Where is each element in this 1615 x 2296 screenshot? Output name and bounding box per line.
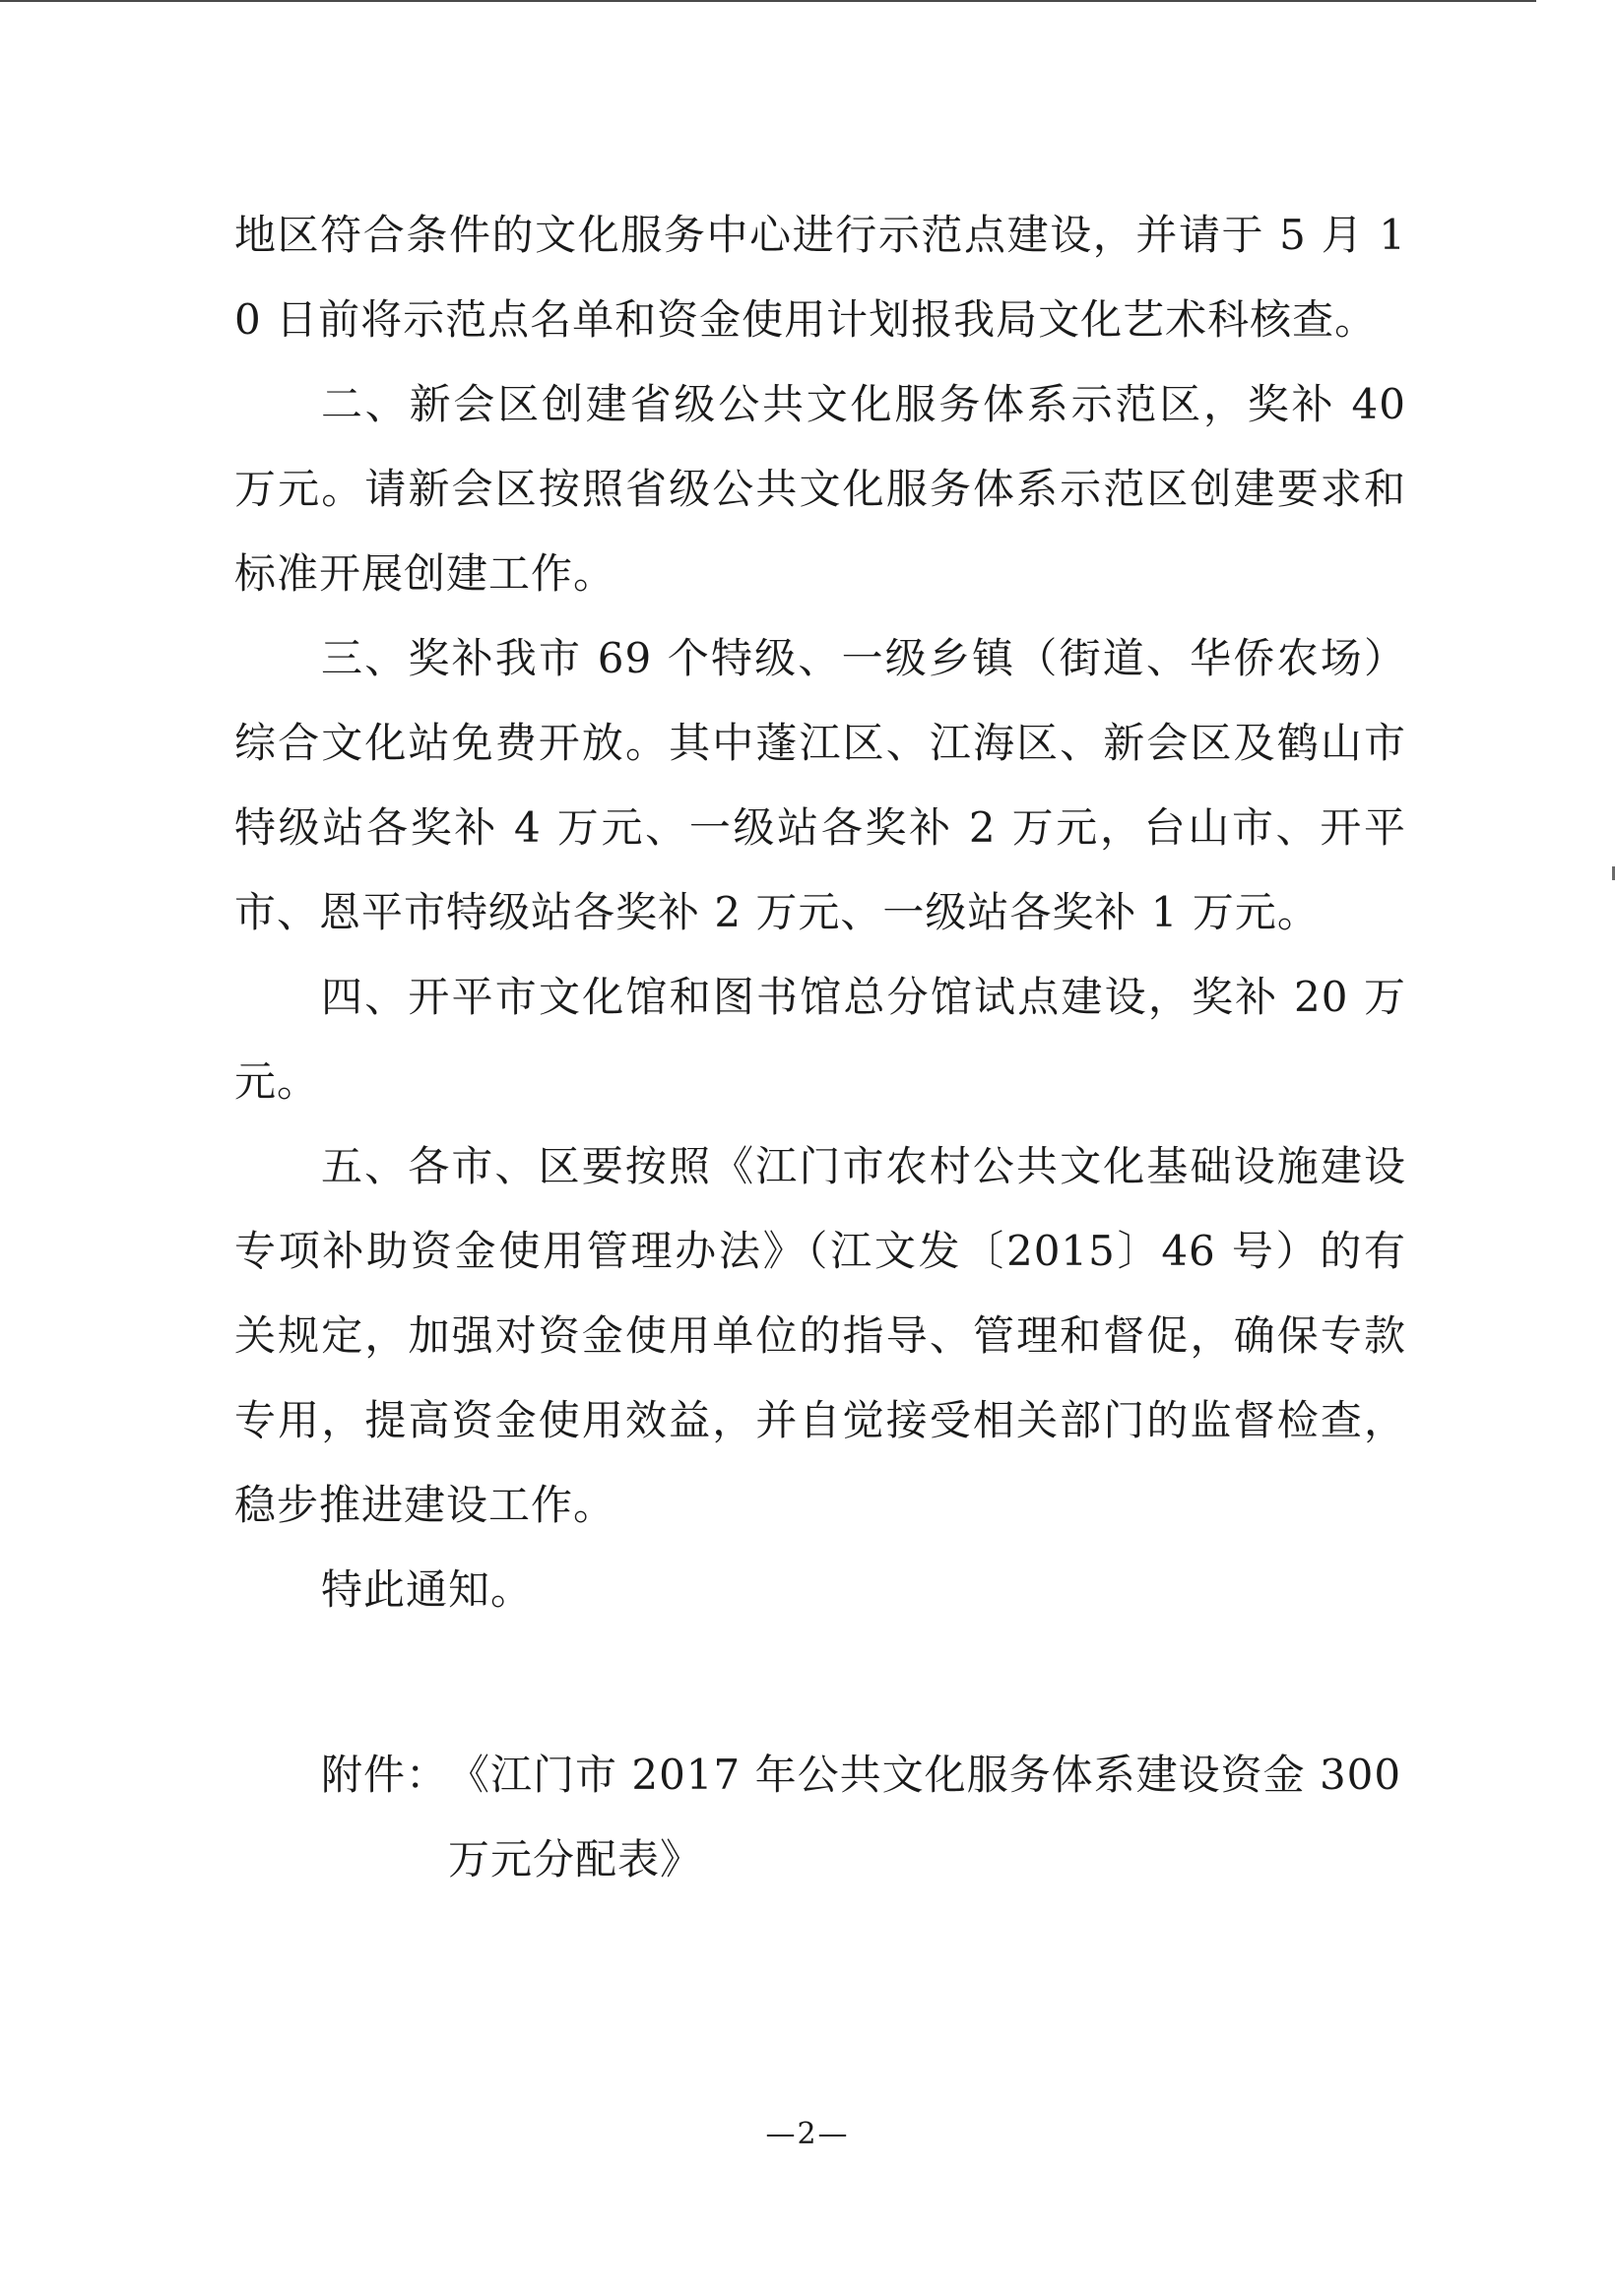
scan-top-rule [0, 0, 1536, 2]
attachment-row [321, 1733, 1414, 1902]
paragraph-item-five: 五、各市、区要按照《江门市农村公共文化基础设施建设专项补助资金使用管理办法》（江文发〔2015〕46 号）的有关规定，加强对资金使用单位的指导、管理和督促，确保专款专用，提高资金使用效益，并自觉接受相关部门的监督检查，稳步推进建设工作。 [234, 1142, 1406, 1529]
page-number: —2— [765, 2117, 850, 2151]
attachment-title: 《江门市 2017 年公共文化服务体系建设资金 300 万元分配表》 [448, 1751, 1402, 1883]
paragraph-item-three: 三、奖补我市 69 个特级、一级乡镇（街道、华侨农场）综合文化站免费开放。其中蓬江区、江海区、新会区及鹤山市特级站各奖补 4 万元、一级站各奖补 2 万元，台山市、开平市、恩平市特级站各奖补 2 万元、一级站各奖补 1 万元。 [234, 634, 1406, 936]
document-body [234, 193, 1406, 1632]
paragraph-continuation: 地区符合条件的文化服务中心进行示范点建设，并请于 5 月 10 日前将示范点名单和资金使用计划报我局文化艺术科核查。 [234, 211, 1406, 344]
attachment-note [321, 1733, 1414, 1902]
attachment-label: 附件： [321, 1751, 449, 1799]
paragraph-item-four: 四、开平市文化馆和图书馆总分馆试点建设，奖补 20 万元。 [234, 973, 1406, 1106]
closing-line: 特此通知。 [321, 1565, 534, 1614]
paragraph-item-two: 二、新会区创建省级公共文化服务体系示范区，奖补 40 万元。请新会区按照省级公共文化服务体系示范区创建要求和标准开展创建工作。 [234, 380, 1406, 598]
